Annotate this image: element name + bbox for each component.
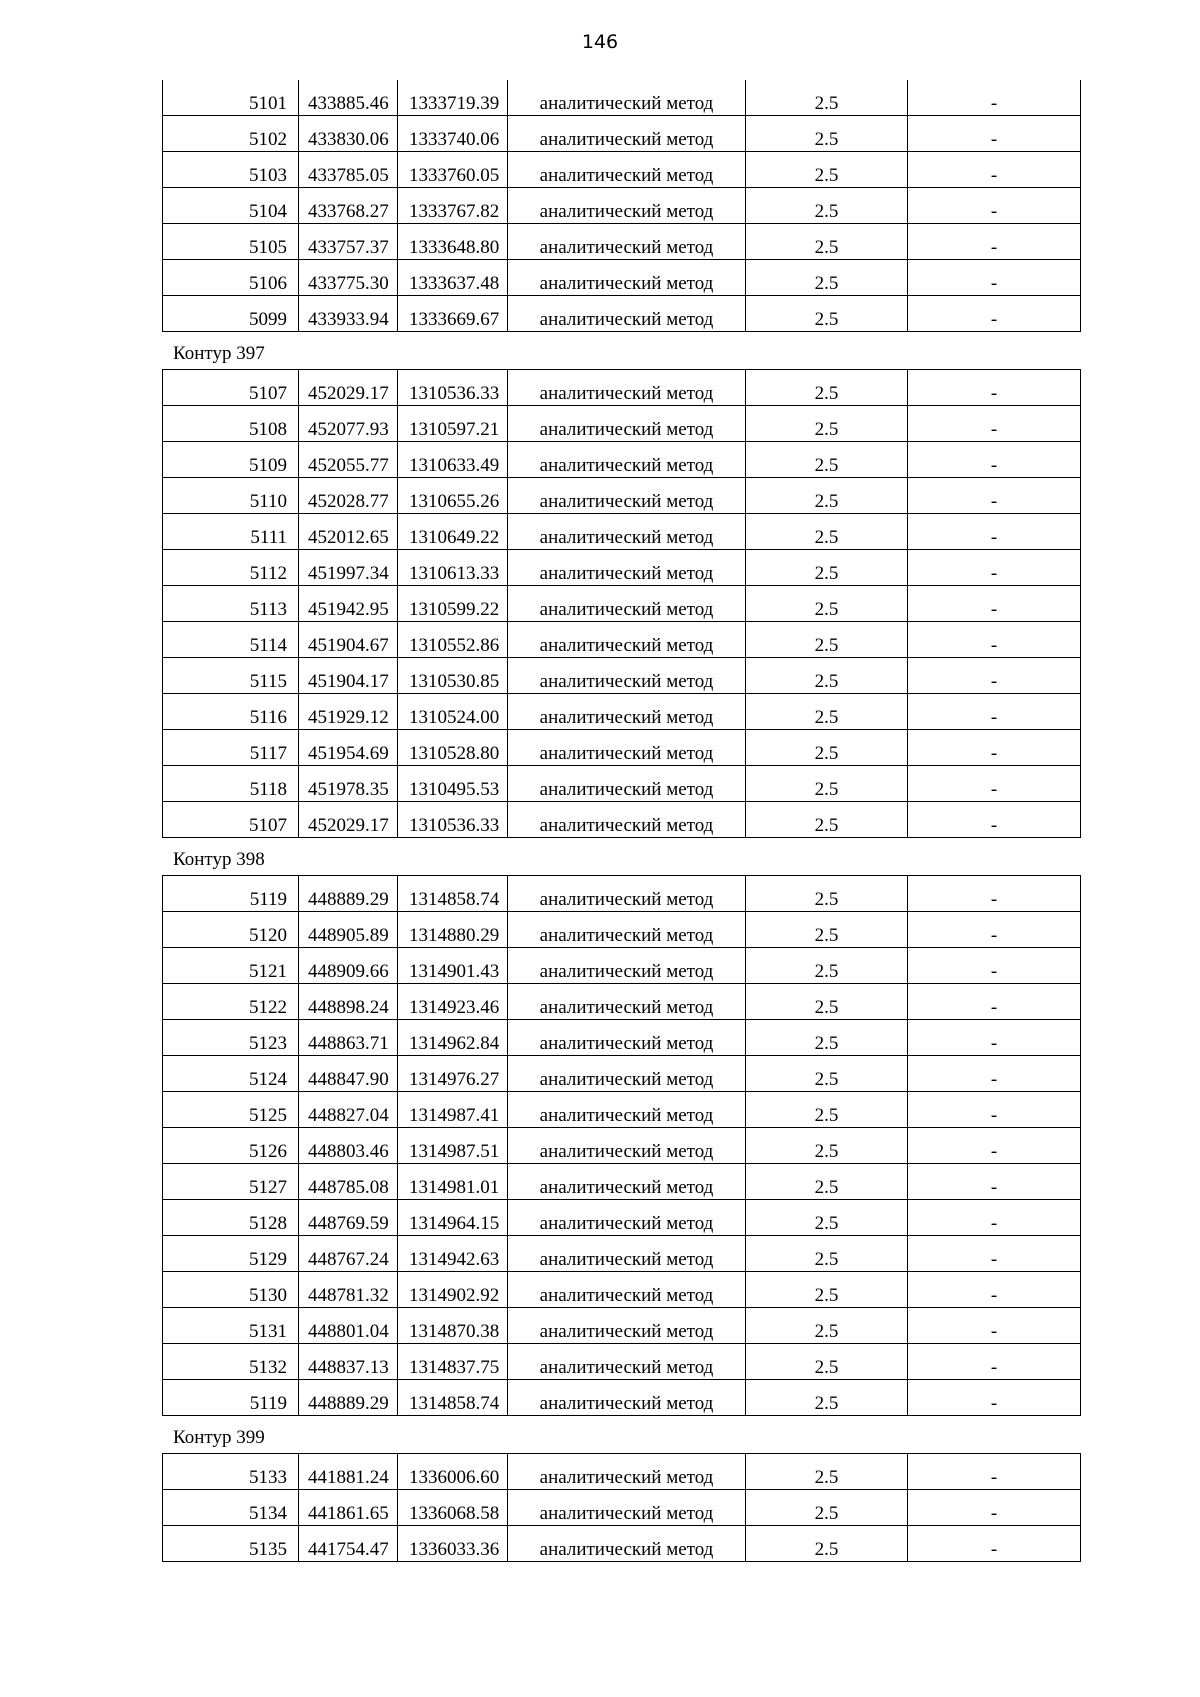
y-coordinate-cell: 1314901.43: [398, 948, 508, 984]
accuracy-cell: 2.5: [746, 224, 908, 260]
y-coordinate-cell: 1336006.60: [398, 1454, 508, 1490]
description-cell: -: [908, 658, 1081, 694]
description-cell: -: [908, 188, 1081, 224]
point-number-cell: 5135: [163, 1526, 299, 1562]
x-coordinate-cell: 452028.77: [299, 478, 398, 514]
point-number-cell: 5119: [163, 876, 299, 912]
description-cell: -: [908, 80, 1081, 116]
y-coordinate-cell: 1336068.58: [398, 1490, 508, 1526]
contour-block: [162, 332, 1080, 838]
point-number-cell: 5129: [163, 1236, 299, 1272]
table-row: [163, 802, 1081, 838]
x-coordinate-cell: 452029.17: [299, 370, 398, 406]
point-number-cell: 5126: [163, 1128, 299, 1164]
method-cell: аналитический метод: [508, 260, 746, 296]
point-number-cell: 5103: [163, 152, 299, 188]
accuracy-cell: 2.5: [746, 1200, 908, 1236]
table-row: [163, 550, 1081, 586]
x-coordinate-cell: 452055.77: [299, 442, 398, 478]
description-cell: -: [908, 984, 1081, 1020]
description-cell: -: [908, 224, 1081, 260]
y-coordinate-cell: 1310599.22: [398, 586, 508, 622]
point-number-cell: 5122: [163, 984, 299, 1020]
coordinates-table: [162, 80, 1081, 332]
description-cell: -: [908, 1020, 1081, 1056]
y-coordinate-cell: 1310524.00: [398, 694, 508, 730]
accuracy-cell: 2.5: [746, 550, 908, 586]
description-cell: -: [908, 116, 1081, 152]
point-number-cell: 5132: [163, 1344, 299, 1380]
y-coordinate-cell: 1314981.01: [398, 1164, 508, 1200]
y-coordinate-cell: 1333740.06: [398, 116, 508, 152]
table-row: [163, 1490, 1081, 1526]
description-cell: -: [908, 766, 1081, 802]
x-coordinate-cell: 448769.59: [299, 1200, 398, 1236]
point-number-cell: 5106: [163, 260, 299, 296]
accuracy-cell: 2.5: [746, 912, 908, 948]
point-number-cell: 5123: [163, 1020, 299, 1056]
table-row: [163, 442, 1081, 478]
y-coordinate-cell: 1314964.15: [398, 1200, 508, 1236]
description-cell: -: [908, 550, 1081, 586]
x-coordinate-cell: 433775.30: [299, 260, 398, 296]
x-coordinate-cell: 451978.35: [299, 766, 398, 802]
point-number-cell: 5099: [163, 296, 299, 332]
description-cell: -: [908, 694, 1081, 730]
table-row: [163, 224, 1081, 260]
accuracy-cell: 2.5: [746, 1164, 908, 1200]
x-coordinate-cell: 451904.67: [299, 622, 398, 658]
table-row: [163, 478, 1081, 514]
x-coordinate-cell: 448889.29: [299, 876, 398, 912]
accuracy-cell: 2.5: [746, 1344, 908, 1380]
accuracy-cell: 2.5: [746, 442, 908, 478]
x-coordinate-cell: 433830.06: [299, 116, 398, 152]
method-cell: аналитический метод: [508, 514, 746, 550]
y-coordinate-cell: 1336033.36: [398, 1526, 508, 1562]
table-row: [163, 296, 1081, 332]
y-coordinate-cell: 1310536.33: [398, 802, 508, 838]
document-body: [162, 80, 1080, 1562]
description-cell: -: [908, 1056, 1081, 1092]
contour-title: Контур 397: [173, 343, 265, 364]
y-coordinate-cell: 1314942.63: [398, 1236, 508, 1272]
y-coordinate-cell: 1310613.33: [398, 550, 508, 586]
description-cell: -: [908, 1454, 1081, 1490]
table-row: [163, 80, 1081, 116]
x-coordinate-cell: 448803.46: [299, 1128, 398, 1164]
description-cell: -: [908, 370, 1081, 406]
y-coordinate-cell: 1314987.51: [398, 1128, 508, 1164]
y-coordinate-cell: 1310530.85: [398, 658, 508, 694]
point-number-cell: 5133: [163, 1454, 299, 1490]
table-row: [163, 622, 1081, 658]
x-coordinate-cell: 433768.27: [299, 188, 398, 224]
method-cell: аналитический метод: [508, 1272, 746, 1308]
point-number-cell: 5109: [163, 442, 299, 478]
method-cell: аналитический метод: [508, 1092, 746, 1128]
description-cell: -: [908, 876, 1081, 912]
x-coordinate-cell: 451929.12: [299, 694, 398, 730]
point-number-cell: 5127: [163, 1164, 299, 1200]
accuracy-cell: 2.5: [746, 1128, 908, 1164]
contour-title: Контур 398: [173, 849, 265, 870]
table-row: [163, 766, 1081, 802]
table-row: [163, 948, 1081, 984]
method-cell: аналитический метод: [508, 1454, 746, 1490]
y-coordinate-cell: 1310597.21: [398, 406, 508, 442]
method-cell: аналитический метод: [508, 766, 746, 802]
method-cell: аналитический метод: [508, 1200, 746, 1236]
accuracy-cell: 2.5: [746, 478, 908, 514]
description-cell: -: [908, 1200, 1081, 1236]
description-cell: -: [908, 622, 1081, 658]
table-row: [163, 694, 1081, 730]
description-cell: -: [908, 260, 1081, 296]
y-coordinate-cell: 1310655.26: [398, 478, 508, 514]
table-row: [163, 984, 1081, 1020]
point-number-cell: 5112: [163, 550, 299, 586]
point-number-cell: 5134: [163, 1490, 299, 1526]
y-coordinate-cell: 1310495.53: [398, 766, 508, 802]
point-number-cell: 5114: [163, 622, 299, 658]
accuracy-cell: 2.5: [746, 188, 908, 224]
table-row: [163, 1308, 1081, 1344]
point-number-cell: 5113: [163, 586, 299, 622]
method-cell: аналитический метод: [508, 1380, 746, 1416]
method-cell: аналитический метод: [508, 296, 746, 332]
point-number-cell: 5131: [163, 1308, 299, 1344]
description-cell: -: [908, 1236, 1081, 1272]
point-number-cell: 5119: [163, 1380, 299, 1416]
method-cell: аналитический метод: [508, 406, 746, 442]
method-cell: аналитический метод: [508, 1344, 746, 1380]
method-cell: аналитический метод: [508, 876, 746, 912]
accuracy-cell: 2.5: [746, 694, 908, 730]
x-coordinate-cell: 452012.65: [299, 514, 398, 550]
method-cell: аналитический метод: [508, 1128, 746, 1164]
table-row: [163, 116, 1081, 152]
description-cell: -: [908, 1164, 1081, 1200]
x-coordinate-cell: 433933.94: [299, 296, 398, 332]
table-row: [163, 260, 1081, 296]
accuracy-cell: 2.5: [746, 116, 908, 152]
x-coordinate-cell: 448767.24: [299, 1236, 398, 1272]
point-number-cell: 5124: [163, 1056, 299, 1092]
point-number-cell: 5104: [163, 188, 299, 224]
description-cell: -: [908, 442, 1081, 478]
y-coordinate-cell: 1314976.27: [398, 1056, 508, 1092]
table-row: [163, 406, 1081, 442]
accuracy-cell: 2.5: [746, 586, 908, 622]
point-number-cell: 5102: [163, 116, 299, 152]
description-cell: -: [908, 1490, 1081, 1526]
description-cell: -: [908, 406, 1081, 442]
y-coordinate-cell: 1333760.05: [398, 152, 508, 188]
accuracy-cell: 2.5: [746, 1020, 908, 1056]
method-cell: аналитический метод: [508, 550, 746, 586]
table-row: [163, 152, 1081, 188]
y-coordinate-cell: 1333767.82: [398, 188, 508, 224]
method-cell: аналитический метод: [508, 116, 746, 152]
y-coordinate-cell: 1333637.48: [398, 260, 508, 296]
x-coordinate-cell: 451942.95: [299, 586, 398, 622]
x-coordinate-cell: 448837.13: [299, 1344, 398, 1380]
method-cell: аналитический метод: [508, 1056, 746, 1092]
point-number-cell: 5120: [163, 912, 299, 948]
description-cell: -: [908, 1272, 1081, 1308]
accuracy-cell: 2.5: [746, 370, 908, 406]
point-number-cell: 5101: [163, 80, 299, 116]
accuracy-cell: 2.5: [746, 948, 908, 984]
description-cell: -: [908, 730, 1081, 766]
y-coordinate-cell: 1314880.29: [398, 912, 508, 948]
x-coordinate-cell: 433785.05: [299, 152, 398, 188]
y-coordinate-cell: 1333669.67: [398, 296, 508, 332]
x-coordinate-cell: 452029.17: [299, 802, 398, 838]
table-row: [163, 1092, 1081, 1128]
y-coordinate-cell: 1314837.75: [398, 1344, 508, 1380]
method-cell: аналитический метод: [508, 1164, 746, 1200]
point-number-cell: 5116: [163, 694, 299, 730]
y-coordinate-cell: 1314962.84: [398, 1020, 508, 1056]
x-coordinate-cell: 448827.04: [299, 1092, 398, 1128]
x-coordinate-cell: 441881.24: [299, 1454, 398, 1490]
method-cell: аналитический метод: [508, 224, 746, 260]
accuracy-cell: 2.5: [746, 1490, 908, 1526]
point-number-cell: 5130: [163, 1272, 299, 1308]
y-coordinate-cell: 1310552.86: [398, 622, 508, 658]
x-coordinate-cell: 448785.08: [299, 1164, 398, 1200]
accuracy-cell: 2.5: [746, 514, 908, 550]
method-cell: аналитический метод: [508, 152, 746, 188]
point-number-cell: 5121: [163, 948, 299, 984]
point-number-cell: 5118: [163, 766, 299, 802]
table-row: [163, 912, 1081, 948]
accuracy-cell: 2.5: [746, 260, 908, 296]
point-number-cell: 5111: [163, 514, 299, 550]
x-coordinate-cell: 448781.32: [299, 1272, 398, 1308]
accuracy-cell: 2.5: [746, 152, 908, 188]
coordinates-table: [162, 875, 1081, 1416]
table-row: [163, 1056, 1081, 1092]
table-row: [163, 1344, 1081, 1380]
method-cell: аналитический метод: [508, 1236, 746, 1272]
accuracy-cell: 2.5: [746, 406, 908, 442]
y-coordinate-cell: 1333719.39: [398, 80, 508, 116]
table-row: [163, 658, 1081, 694]
x-coordinate-cell: 448863.71: [299, 1020, 398, 1056]
description-cell: -: [908, 1308, 1081, 1344]
table-row: [163, 1454, 1081, 1490]
description-cell: -: [908, 478, 1081, 514]
x-coordinate-cell: 448889.29: [299, 1380, 398, 1416]
accuracy-cell: 2.5: [746, 80, 908, 116]
y-coordinate-cell: 1314858.74: [398, 1380, 508, 1416]
x-coordinate-cell: 448898.24: [299, 984, 398, 1020]
table-row: [163, 1380, 1081, 1416]
description-cell: -: [908, 514, 1081, 550]
table-row: [163, 1128, 1081, 1164]
description-cell: -: [908, 912, 1081, 948]
accuracy-cell: 2.5: [746, 1236, 908, 1272]
coordinates-table: [162, 1453, 1081, 1562]
description-cell: -: [908, 948, 1081, 984]
table-row: [163, 1020, 1081, 1056]
x-coordinate-cell: 448847.90: [299, 1056, 398, 1092]
table-row: [163, 1272, 1081, 1308]
table-row: [163, 514, 1081, 550]
contour-title: Контур 399: [173, 1427, 265, 1448]
method-cell: аналитический метод: [508, 912, 746, 948]
point-number-cell: 5105: [163, 224, 299, 260]
method-cell: аналитический метод: [508, 1308, 746, 1344]
point-number-cell: 5115: [163, 658, 299, 694]
accuracy-cell: 2.5: [746, 1056, 908, 1092]
description-cell: -: [908, 296, 1081, 332]
table-row: [163, 1164, 1081, 1200]
y-coordinate-cell: 1314987.41: [398, 1092, 508, 1128]
x-coordinate-cell: 448905.89: [299, 912, 398, 948]
method-cell: аналитический метод: [508, 1526, 746, 1562]
method-cell: аналитический метод: [508, 984, 746, 1020]
description-cell: -: [908, 152, 1081, 188]
table-row: [163, 370, 1081, 406]
table-row: [163, 876, 1081, 912]
method-cell: аналитический метод: [508, 622, 746, 658]
accuracy-cell: 2.5: [746, 658, 908, 694]
x-coordinate-cell: 451997.34: [299, 550, 398, 586]
y-coordinate-cell: 1314858.74: [398, 876, 508, 912]
y-coordinate-cell: 1333648.80: [398, 224, 508, 260]
method-cell: аналитический метод: [508, 730, 746, 766]
accuracy-cell: 2.5: [746, 876, 908, 912]
method-cell: аналитический метод: [508, 442, 746, 478]
description-cell: -: [908, 586, 1081, 622]
accuracy-cell: 2.5: [746, 296, 908, 332]
description-cell: -: [908, 1128, 1081, 1164]
y-coordinate-cell: 1310633.49: [398, 442, 508, 478]
method-cell: аналитический метод: [508, 188, 746, 224]
point-number-cell: 5125: [163, 1092, 299, 1128]
accuracy-cell: 2.5: [746, 1454, 908, 1490]
coordinates-table: [162, 369, 1081, 838]
accuracy-cell: 2.5: [746, 802, 908, 838]
y-coordinate-cell: 1310649.22: [398, 514, 508, 550]
method-cell: аналитический метод: [508, 586, 746, 622]
method-cell: аналитический метод: [508, 478, 746, 514]
method-cell: аналитический метод: [508, 658, 746, 694]
x-coordinate-cell: 433885.46: [299, 80, 398, 116]
x-coordinate-cell: 452077.93: [299, 406, 398, 442]
accuracy-cell: 2.5: [746, 766, 908, 802]
method-cell: аналитический метод: [508, 370, 746, 406]
method-cell: аналитический метод: [508, 80, 746, 116]
accuracy-cell: 2.5: [746, 622, 908, 658]
table-row: [163, 1526, 1081, 1562]
contour-block: [162, 838, 1080, 1416]
accuracy-cell: 2.5: [746, 1526, 908, 1562]
point-number-cell: 5117: [163, 730, 299, 766]
y-coordinate-cell: 1310536.33: [398, 370, 508, 406]
x-coordinate-cell: 451954.69: [299, 730, 398, 766]
point-number-cell: 5128: [163, 1200, 299, 1236]
method-cell: аналитический метод: [508, 694, 746, 730]
description-cell: -: [908, 1344, 1081, 1380]
point-number-cell: 5110: [163, 478, 299, 514]
method-cell: аналитический метод: [508, 802, 746, 838]
accuracy-cell: 2.5: [746, 1308, 908, 1344]
point-number-cell: 5107: [163, 802, 299, 838]
x-coordinate-cell: 448909.66: [299, 948, 398, 984]
x-coordinate-cell: 441861.65: [299, 1490, 398, 1526]
accuracy-cell: 2.5: [746, 1092, 908, 1128]
table-row: [163, 586, 1081, 622]
method-cell: аналитический метод: [508, 1020, 746, 1056]
description-cell: -: [908, 1526, 1081, 1562]
y-coordinate-cell: 1314923.46: [398, 984, 508, 1020]
description-cell: -: [908, 1092, 1081, 1128]
method-cell: аналитический метод: [508, 1490, 746, 1526]
method-cell: аналитический метод: [508, 948, 746, 984]
y-coordinate-cell: 1310528.80: [398, 730, 508, 766]
table-row: [163, 1236, 1081, 1272]
point-number-cell: 5108: [163, 406, 299, 442]
y-coordinate-cell: 1314870.38: [398, 1308, 508, 1344]
table-row: [163, 1200, 1081, 1236]
contour-block: [162, 1416, 1080, 1562]
point-number-cell: 5107: [163, 370, 299, 406]
x-coordinate-cell: 448801.04: [299, 1308, 398, 1344]
x-coordinate-cell: 433757.37: [299, 224, 398, 260]
accuracy-cell: 2.5: [746, 1380, 908, 1416]
x-coordinate-cell: 451904.17: [299, 658, 398, 694]
x-coordinate-cell: 441754.47: [299, 1526, 398, 1562]
description-cell: -: [908, 802, 1081, 838]
description-cell: -: [908, 1380, 1081, 1416]
accuracy-cell: 2.5: [746, 1272, 908, 1308]
page-number: 146: [581, 31, 619, 53]
contour-block: [162, 80, 1080, 332]
accuracy-cell: 2.5: [746, 984, 908, 1020]
table-row: [163, 730, 1081, 766]
accuracy-cell: 2.5: [746, 730, 908, 766]
y-coordinate-cell: 1314902.92: [398, 1272, 508, 1308]
table-row: [163, 188, 1081, 224]
